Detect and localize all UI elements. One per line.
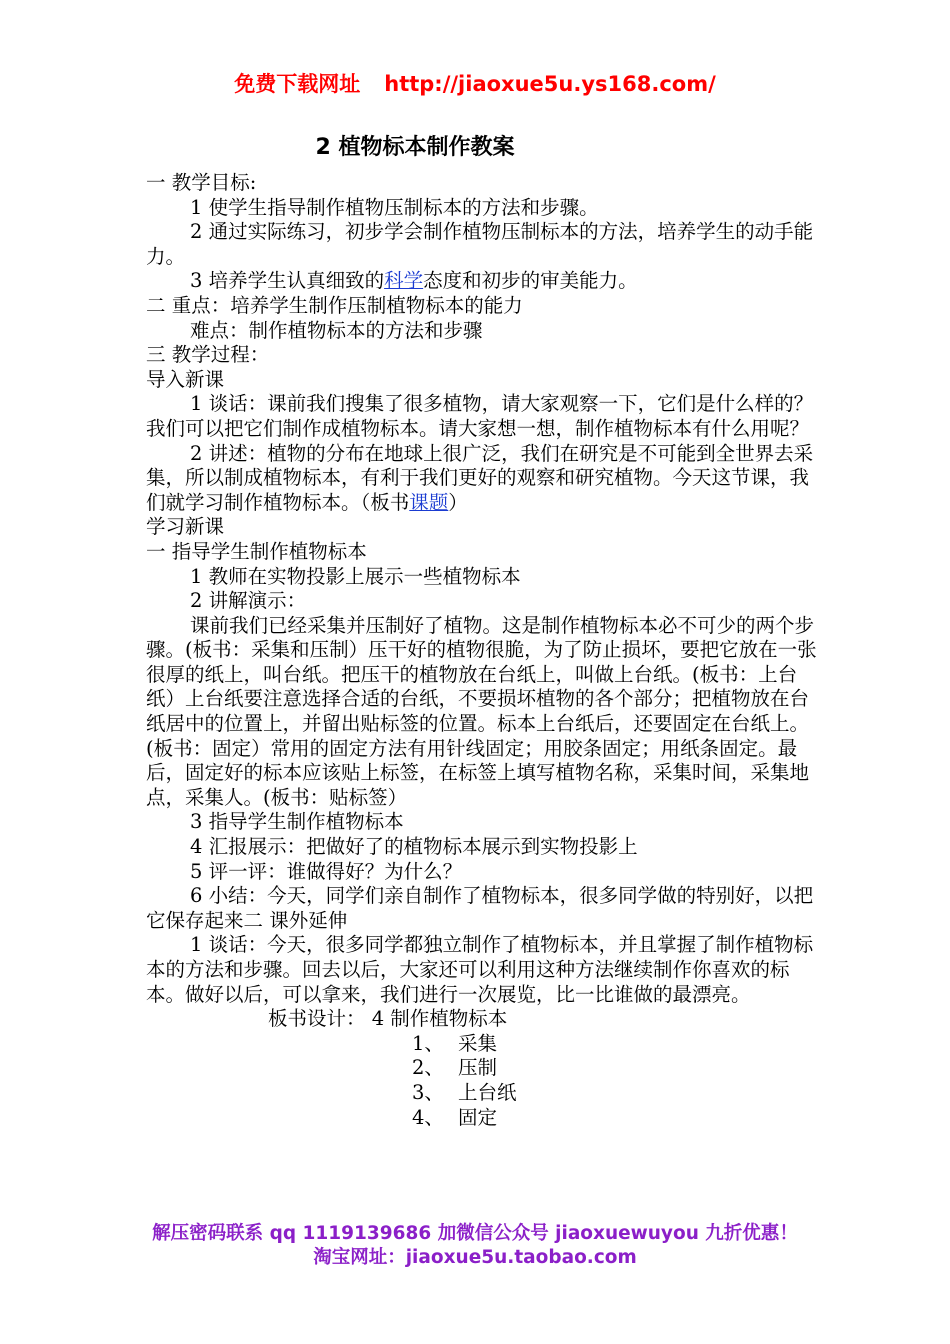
talk-2-text-b: ） [448,490,468,514]
board-item-number: 3、 [412,1080,444,1104]
intro-heading: 导入新课 [146,367,225,391]
extension-1: 1 谈话：今天，很多同学都独立制作了植物标本，并且掌握了制作植物标本的方法和步骤。回去以后，大家还可以利用这种方法继续制作你喜欢的标本。做好以后，可以拿来，我们进行一次展览，比一比谁做的最漂亮。 [146,933,814,1006]
board-item-number: 4、 [412,1105,444,1129]
goal-3 [146,269,822,294]
demo-paragraph: 课前我们已经采集并压制好了植物。这是制作植物标本必不可少的两个步骤。(板书：采集和压制）压干好的植物很脆，为了防止损坏，要把它放在一张很厚的纸上，叫台纸。把压干的植物放在台纸上，叫做上台纸。(板书：上台纸）上台纸要注意选择合适的台纸，不要损坏植物的各个部分；把植物放在台纸居中的位置上，并留出贴标签的位置。标本上台纸后，还要固定在台纸上。(板书：固定）常用的固定方法有用针线固定；用胶条固定；用纸条固定。最后，固定好的标本应该贴上标签，在标签上填写植物名称，采集时间，采集地点，采集人。(板书：贴标签） [146,613,817,809]
goal-2: 2 通过实际练习，初步学会制作植物压制标本的方法，培养学生的动手能力。 [146,220,814,268]
step-6: 6 小结：今天，同学们亲自制作了植物标本，很多同学做的特别好，以把它保存起来二 课外延伸 [146,884,814,932]
board-item-text: 上台纸 [458,1080,517,1104]
talk-1: 1 谈话：课前我们搜集了很多植物，请大家观察一下，它们是什么样的？我们可以把它们制作成植物标本。请大家想一想，制作植物标本有什么用呢？ [146,392,814,440]
footer-taobao[interactable]: 淘宝网址：jiaoxue5u.taobao.com [313,1247,637,1268]
talk-2-text-a: 2 讲述：植物的分布在地球上很广泛，我们在研究是不可能到全世界去采集，所以制成植物标本，有利于我们更好的观察和研究植物。今天这节课，我们就学习制作植物标本。（板书 [146,441,814,514]
guide-heading: 一 指导学生制作植物标本 [146,539,367,563]
board-design-heading: 板书设计： 4 制作植物标本 [268,1007,508,1031]
page-title: 2 植物标本制作教案 [315,135,515,160]
board-item-number: 2、 [412,1056,444,1080]
board-item-text: 压制 [458,1056,498,1080]
topic-link[interactable]: 课题 [409,490,449,514]
board-item-text: 固定 [458,1105,498,1129]
header-label: 免费下载网址 [234,72,361,96]
step-2: 2 讲解演示： [190,589,307,613]
board-item-number: 1、 [412,1031,444,1055]
process-heading: 三 教学过程： [146,343,270,367]
goal-1: 1 使学生指导制作植物压制标本的方法和步骤。 [190,195,599,219]
board-item [146,1056,822,1081]
learn-heading: 学习新课 [146,515,225,539]
footer-contact: 解压密码联系 qq 1119139686 加微信公众号 jiaoxuewuyou 九折优惠！ [152,1223,798,1244]
header-url-link[interactable]: http://jiaoxue5u.ys168.com/ [384,72,716,96]
board-item [146,1106,822,1131]
step-3: 3 指导学生制作植物标本 [190,810,404,834]
step-5: 5 评一评：谁做得好？为什么？ [190,859,463,883]
goal-3-text-b: 态度和初步的审美能力。 [423,269,638,293]
board-item [146,1032,822,1057]
board-item [146,1081,822,1106]
step-4: 4 汇报展示：把做好了的植物标本展示到实物投影上 [190,835,638,859]
difficulty: 难点：制作植物标本的方法和步骤 [190,318,483,342]
science-link[interactable]: 科学 [384,269,424,293]
download-header [0,68,950,98]
document-body [146,171,822,1130]
key-point: 二 重点：培养学生制作压制植物标本的能力 [146,293,523,317]
goals-heading: 一 教学目标: [146,171,257,194]
step-1: 1 教师在实物投影上展示一些植物标本 [190,564,521,588]
goal-3-text-a: 3 培养学生认真细致的 [190,269,385,293]
board-item-text: 采集 [458,1031,498,1055]
talk-2 [146,442,822,516]
